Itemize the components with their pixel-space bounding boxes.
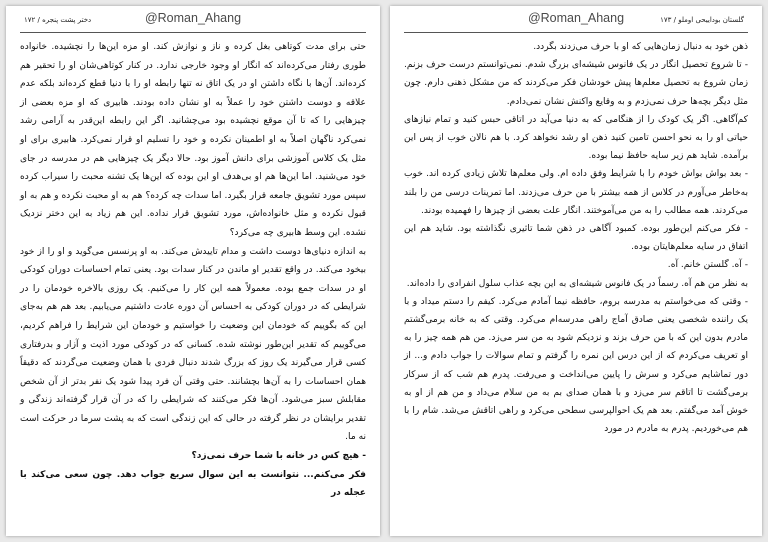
paragraph: - وقتی که می‌خواستم به مدرسه بروم، حافظه نیما آمادم می‌کرد. کیفم را دستم میداد و با یک راننده شخصی یعنی صادق آماج راهی مدرسه‌ام می‌کرد. وقتی که به خانه برمی‌گشتم مادرم بدون این که با من حرف بزند و نزدیکم شود به من سر می‌زد. من هم همه چیز را به او تعریف می‌کردم که از این درس این نمره را گرفتم و تمام سوالات را جواب دادم و... از دور تماشایم می‌کرد و سرش را پایین می‌انداخت و می‌رفت. پدرم هم شب که از سرکار برمی‌گشت تا اتاقم سر می‌زد و با همان صدای بم به من سلام می‌داد و من هم از او به خوش آمد می‌گفتم. بعد هم یک احوالپرسی سطحی می‌کرد و راهی اتاقش می‌شد. شام را با هم می‌خوردیم. پدرم به مادرم در مورد <box>404 296 748 435</box>
paragraph: حتی برای مدت کوتاهی بغل کرده و ناز و نوازش کند. او مزه این‌ها را نچشیده. خانواده طوری رفتار می‌کرده‌اند که انگار او وجود خارجی ندارد. در کنار کوتاهی‌شان او را تحقیر هم کرده‌اند. آن‌ها با نگاه داشتن او در یک اتاق نه تنها رابطه او را با دنیا قطع کرده‌اند بلکه عدم علاقه و دوست داشتن خود را عملاً به او نشان داده بودند. هابیری که او مزه بعضی از چیزهایی را که تا آن موقع نچشیده بود می‌چشانید. اگر این رابطه این‌قدر به آرامی رشد نمی‌کرد ناگهان اصلاً به او اطمینان نکرده و خود را تسلیم او قرار نمی‌کرد. هابیری برای او مثل یک کلاس آموزشی برای دانش آموز بود. حالا دیگر یک چیزهایی هم در مدرسه در جای خود می‌شنید. اما این‌ها هم او بی‌هدف او این بوده که این‌ها یک تشنه محبت را سیراب کرده سپس مورد تشویق جامعه قرار بگیرد. اما سدات چه کرده؟ هم به او محبت نکرده و هم به او قبول نکرده و مثل خانواده‌اش، مورد تشویق قرار نداده. این هم زیاد به این دختر نزدیک نشده. این وسط هابیری چه می‌کرد؟ <box>20 42 366 238</box>
paragraph: - هیچ کس در خانه با شما حرف نمی‌زد؟ <box>191 451 366 462</box>
page-header <box>20 12 366 33</box>
paragraph: فکر می‌کنم... نتوانست به این سوال سریع جواب دهد. چون سعی می‌کند با عجله در <box>20 469 366 499</box>
paragraph: - فکر می‌کنم این‌طور بوده. کمبود آگاهی در ذهن شما تاثیری نگذاشته بود. شاید هم این اتفاق در سایه معلم‌هایتان بوده. <box>404 224 748 253</box>
channel-watermark: @Roman_Ahang <box>527 11 625 25</box>
page-number-label: ۱۷۳ / گلستان بوداییحی اوملو <box>660 16 744 24</box>
channel-watermark: @Roman_Ahang <box>144 11 242 25</box>
paragraph: به اندازه دنیای‌ها دوست داشت و مدام تاییدش می‌کند. به او پرنسس می‌گوید و او را از خود بیخود می‌کند. در واقع تقدیر او ماندن در کنار سدات بود. یعنی تمام احساسات دوران کودکی او در سدات جمع بوده. معمولاً همه این کار را می‌کنیم. یک روزی بالاخره خودمان را در شرایطی که در دوران کودکی به احساس آن دوره عادت داشتیم می‌یابیم. بعد هم هم به‌جای این که بگوییم که خودمان این وضعیت را خواستیم و خودمان این شرایط را فراهم کردیم، می‌گوییم که تقدیر این‌طور نوشته شده. کسانی که در کودکی مورد اذیت و آزار و بدرفتاری کسی قرار می‌گیرند یک روز که بزرگ شدند دنبال فردی با همان وضعیت می‌گردند که دقیقاً همان احساسات را به آن‌ها بچشانند. حتی وقتی آن فرد پیدا شود یک نفر بدتر از آن شخص مقابلش سبز می‌شود. آن‌ها فکر می‌کنند که شرایطی را که در آن قرار گرفته‌اند زندگی و تقدیر برایشان در نظر گرفته در حالی که این زندگی است که به پشت سرما در حرکت است نه ما. <box>20 246 366 443</box>
paragraph: ذهن خود به دنبال زمان‌هایی که او با حرف می‌زدند بگردد. <box>533 42 748 52</box>
page-body-text <box>404 38 748 532</box>
paragraph: - تا شروع تحصیل انگار در یک فانوس شیشه‌ای بزرگ شدم. نمی‌توانستم درست حرف بزنم. زمان شروع به تحصیل معلم‌ها پیش خودشان فکر می‌کردند که من مشکل ذهنی دارم. چون مثل دیگر بچه‌ها حرف نمی‌زدم و به وقایع واکنش نشان نمی‌دادم. <box>404 60 748 107</box>
paragraph: - بعد بواش بواش خودم را با شرایط وفق داده ام. ولی معلم‌ها تلاش زیادی کرده اند. خوب به‌خاطر می‌آورم در کلاس از همه بیشتر با من حرف می‌زدند. اما تمرینات درسی من را بلند می‌کردند. همه مطالب را به من می‌آموختند. انگار علت بعضی از چیزها را فهمیده بودند. <box>404 169 748 216</box>
page-header <box>404 12 748 33</box>
paragraph: به نظر من هم آه. رسماً در یک فانوس شیشه‌ای به این بچه عذاب سلول انفرادی را داده‌اند. <box>406 278 748 289</box>
left-page <box>6 6 380 536</box>
paragraph: - آه. گلستن خانم. آه. <box>667 260 748 271</box>
page-number-label: دختر پشت پنجره / ۱۷۲ <box>24 16 92 24</box>
paragraph: کم‌آگاهی. اگر یک کودک را از هنگامی که به دنیا می‌آید در اتاقی حبس کنید و تمام نیازهای حیاتی او را به نحو احسن تامین کنید ذهن او رشد نخواهد کرد. با هم نالان خوب از پس این برآمده. شاید هم زیر سایه حافظ نیما بوده. <box>404 114 748 162</box>
right-page <box>390 6 762 536</box>
page-body-text <box>20 38 366 532</box>
